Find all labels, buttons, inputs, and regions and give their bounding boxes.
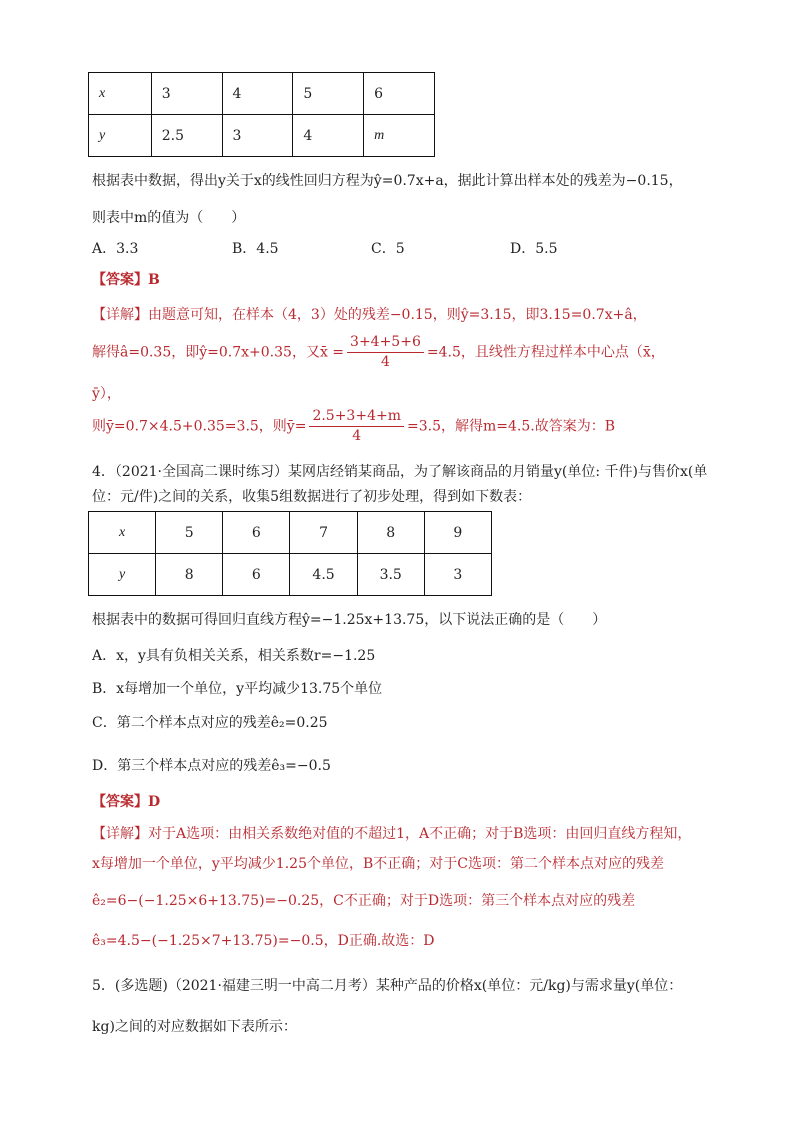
fraction-numerator: 2.5+3+4+m	[309, 408, 404, 427]
table-cell: 3	[424, 554, 491, 596]
q4-stem-line1: 4．（2021·全国高二课时练习）某网店经销某商品，为了解该商品的月销量y(单位: 千件)与售价x(单	[92, 464, 708, 480]
table-row	[89, 554, 492, 596]
fraction-denominator: 4	[352, 428, 362, 444]
detail-text: 则ȳ=0.7×4.5+0.35=3.5，则ȳ=	[92, 418, 307, 435]
fraction-denominator: 4	[380, 354, 390, 370]
table-cell: y	[89, 554, 156, 596]
q4-option-a: A．x，y具有负相关关系，相关系数r=−1.25	[92, 648, 376, 664]
detail-text: 解得â=0.35，即ŷ=0.7x+0.35，又x̄ =	[92, 344, 345, 361]
option-a: A．3.3	[92, 241, 139, 257]
q3-options	[92, 238, 558, 258]
table-cell: m	[364, 115, 435, 157]
data-table-1	[88, 72, 435, 157]
q4-option-b: B．x每增加一个单位，y平均减少13.75个单位	[92, 681, 383, 697]
q4-detail-line4: ê₃=4.5−(−1.25×7+13.75)=−0.5，D正确.故选：D	[92, 933, 435, 949]
table-row	[89, 115, 435, 157]
table-cell: 6	[223, 512, 290, 554]
q4-detail-line2: x每增加一个单位，y平均减少1.25个单位，B不正确；对于C选项：第二个样本点对应的残差	[92, 856, 664, 872]
fraction-numerator: 3+4+5+6	[347, 334, 424, 353]
q4-option-d: D．第三个样本点对应的残差ê₃=−0.5	[92, 758, 331, 774]
table-cell: 3	[222, 115, 293, 157]
table-cell: x	[89, 73, 152, 115]
q4-option-c: C．第二个样本点对应的残差ê₂=0.25	[92, 715, 328, 731]
q3-answer: 【答案】B	[92, 272, 160, 288]
table-cell: 8	[156, 554, 223, 596]
table-row	[89, 73, 435, 115]
table-cell: 2.5	[151, 115, 222, 157]
q5-stem-line2: kg)之间的对应数据如下表所示：	[92, 1019, 297, 1035]
table-cell: 6	[364, 73, 435, 115]
q4-answer: 【答案】D	[92, 794, 161, 810]
detail-text: =4.5，且线性方程过样本中心点（x̄，	[426, 344, 665, 361]
table-cell: 8	[357, 512, 424, 554]
table-cell: 3	[151, 73, 222, 115]
data-table-2	[88, 511, 492, 596]
q5-stem-line1: 5．(多选题)（2021·福建三明一中高二月考）某种产品的价格x(单位：元/kg)与需求量y(单位：	[92, 978, 683, 994]
q4-detail-line3: ê₂=6−(−1.25×6+13.75)=−0.25，C不正确；对于D选项：第三个样本点对应的残差	[92, 893, 636, 909]
table-cell: y	[89, 115, 152, 157]
table-cell: x	[89, 512, 156, 554]
q3-detail-line4	[92, 408, 615, 445]
table-cell: 7	[290, 512, 357, 554]
table-cell: 4.5	[290, 554, 357, 596]
detail-text: =3.5，解得m=4.5.故答案为：B	[406, 418, 615, 435]
q3-detail-line3: ȳ），	[92, 386, 121, 402]
q4-stem-line3: 根据表中的数据可得回归直线方程ŷ=−1.25x+13.75，以下说法正确的是（ ）	[92, 612, 607, 628]
table-cell: 5	[293, 73, 364, 115]
option-d: D．5.5	[510, 241, 558, 257]
table-cell: 3.5	[357, 554, 424, 596]
table-cell: 9	[424, 512, 491, 554]
option-c: C．5	[371, 241, 405, 257]
q4-detail-line1: 【详解】对于A选项：由相关系数绝对值的不超过1，A不正确；对于B选项：由回归直线方程知，	[92, 826, 692, 842]
fraction	[309, 408, 404, 445]
q3-stem-line1: 根据表中数据，得出y关于x的线性回归方程为ŷ=0.7x+a，据此计算出样本处的残差为−0.15，	[92, 173, 683, 189]
table-cell: 5	[156, 512, 223, 554]
q3-stem-line2: 则表中m的值为（ ）	[92, 210, 246, 226]
table-cell: 4	[222, 73, 293, 115]
option-b: B．4.5	[232, 241, 279, 257]
table-cell: 4	[293, 115, 364, 157]
table-cell: 6	[223, 554, 290, 596]
table-row	[89, 512, 492, 554]
q3-detail-line1: 【详解】由题意可知，在样本（4，3）处的残差−0.15，则ŷ=3.15，即3.15=0.7x+â，	[92, 307, 647, 323]
q4-stem-line2: 位：元/件)之间的关系，收集5组数据进行了初步处理，得到如下数表：	[92, 489, 532, 505]
q3-detail-line2	[92, 334, 665, 371]
fraction	[347, 334, 424, 371]
